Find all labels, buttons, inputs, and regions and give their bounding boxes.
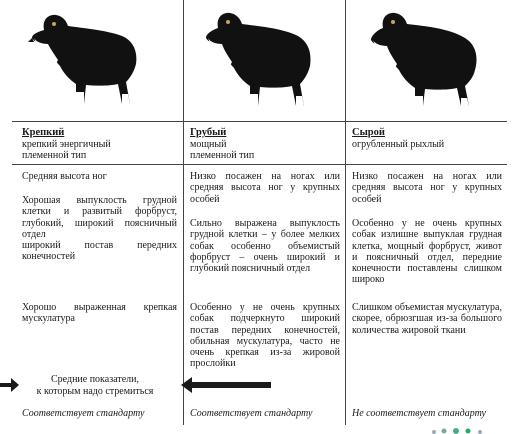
header-rule-top [12,121,507,122]
type-name: Сырой [352,127,385,138]
arrow-left-icon [180,375,272,395]
dog-illustration-loose [365,8,485,112]
column-divider-1 [183,0,184,425]
conclusion-loose: Не соответствует стандарту [352,408,486,419]
note-line: к которым надо стремиться [36,385,154,397]
decorative-dots [430,426,500,434]
conclusion-coarse: Соответствует стандарту [190,408,313,419]
note-line: Средние показатели, [51,374,139,385]
cell-text: Хорошо выраженная крепкая мускулатура [22,302,177,325]
type-desc-line: племенной тип [190,150,255,161]
column-divider-2 [345,0,346,425]
type-desc-line: крепкий энергичный [22,138,111,150]
type-name: Грубый [190,127,227,138]
header-rule-bottom [12,164,507,165]
cell-text: Особенно у не очень крупных собак подчеркнуто широкий постав передних конечностей, обильная мускулатура, часто не очень крепкая из-за жировой прослойки [190,302,340,370]
cell-text: Низко посажен на ногах или средняя высота ног у крупных особей [352,171,502,205]
cell-text: Хорошая выпуклость грудной клетки и развитый форбруст, глубокий, широкий поясничный отдел широкий постав передних конечностей [22,195,177,263]
column-header-coarse [190,127,340,162]
type-desc-line: племенной тип [22,150,87,161]
cell-text: Сильно выражена выпуклость грудной клетки – у более мелких собак особенно объемистый форбруст – очень широкий и глубокий поясничный отдел [190,218,340,275]
column-header-loose [352,127,502,150]
cell-text: Низко посажен на ногах или средняя высота ног у крупных особей [190,171,340,205]
dog-illustration-coarse [200,8,320,112]
type-desc-line: мощный [190,138,227,150]
cell-text: Слишком объемистая мускулатура, скорее, обрюзгшая из-за большого количества жировой ткани [352,302,502,336]
arrow-right-icon [0,375,20,395]
type-desc-line: огрубленный рыхлый [352,138,445,150]
note-average [20,374,170,397]
column-header-strong [22,127,177,162]
type-name: Крепкий [22,127,65,138]
cell-text: Средняя высота ног [22,171,107,182]
conclusion-strong: Соответствует стандарту [22,408,145,419]
cell-text: Особенно у не очень крупных собак излишне выпуклая грудная клетка, мощный форбруст, живот и поясничный отдел, передние конечности поставлены слишком широко [352,218,502,286]
dog-illustration-strong [26,8,146,112]
